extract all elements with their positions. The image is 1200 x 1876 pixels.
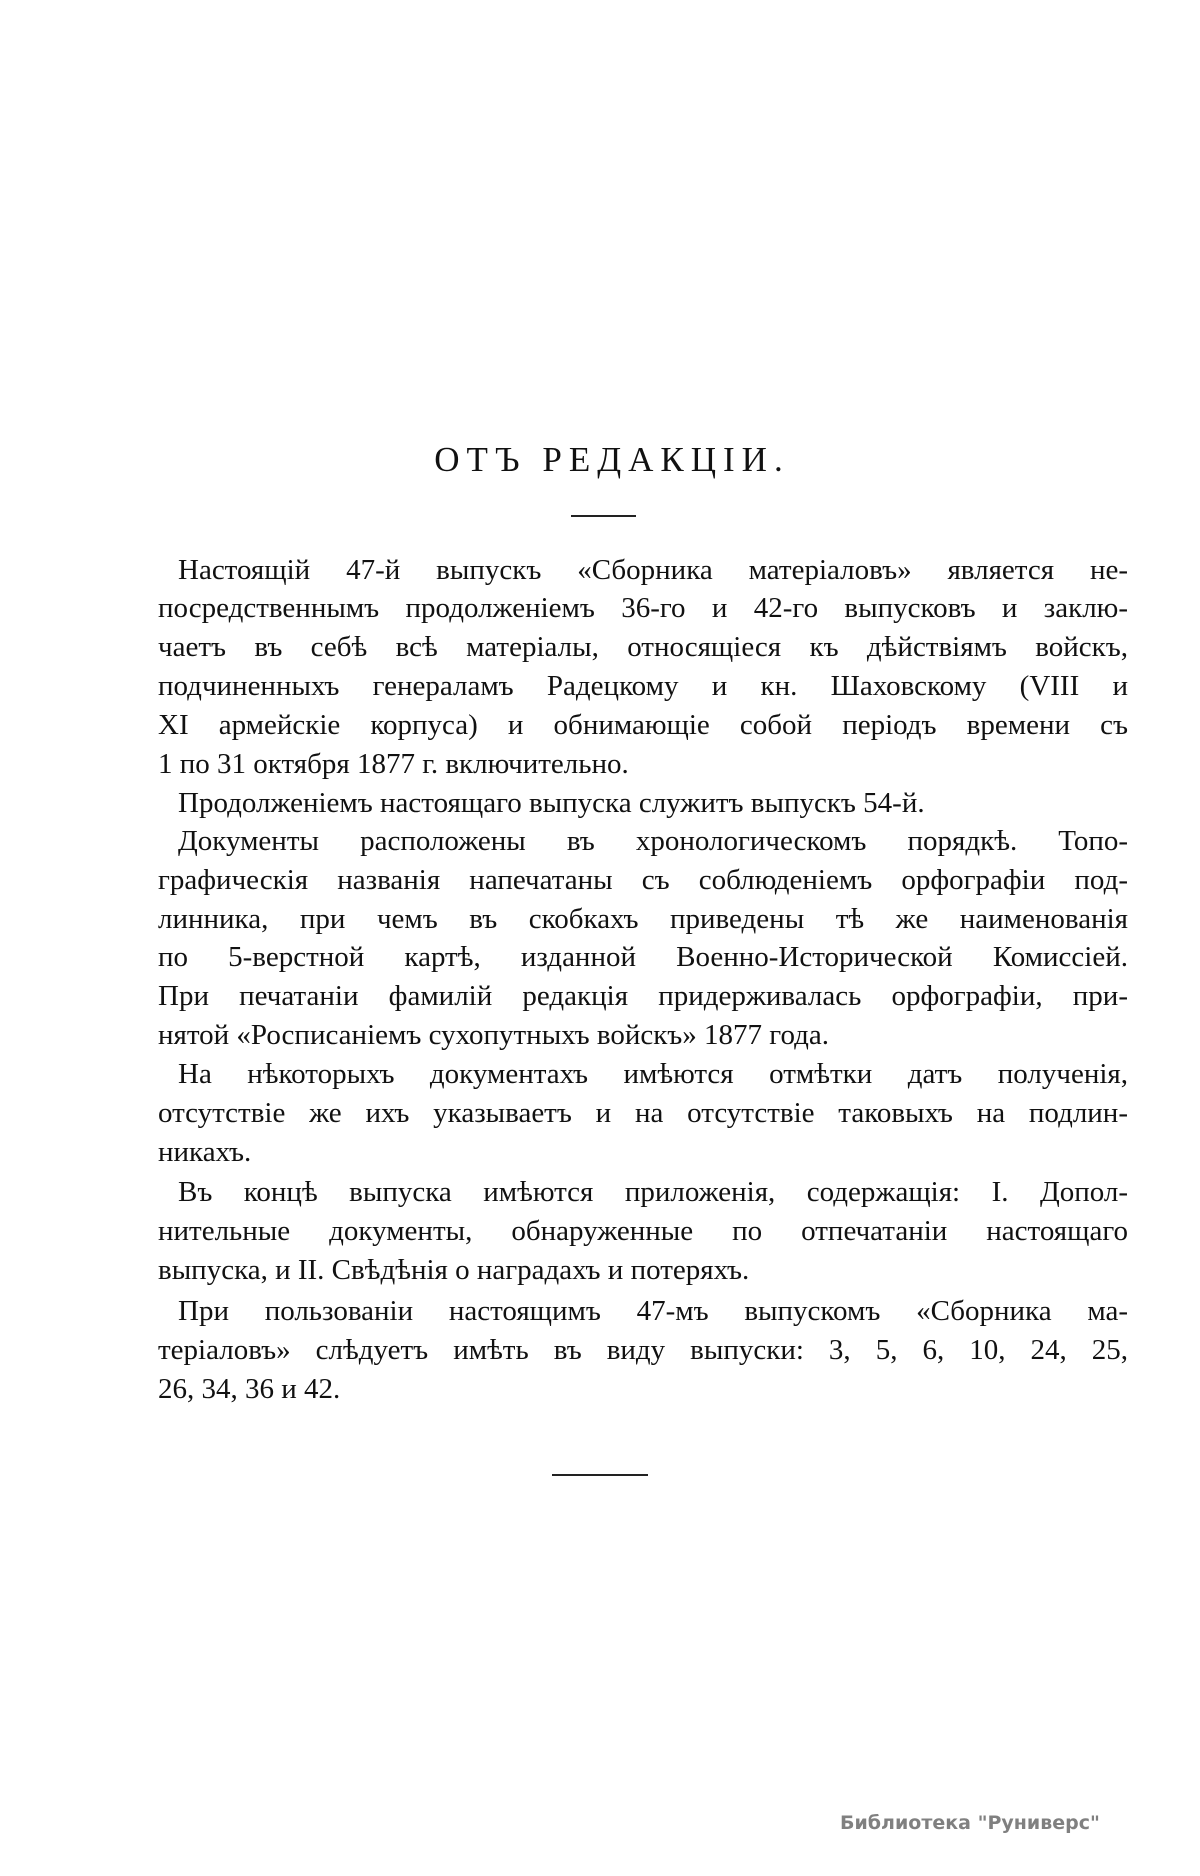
text-line: линника, при чемъ въ скобкахъ приведены тѣ же наименованія: [158, 903, 1128, 935]
text-line: графическія названія напечатаны съ соблюденіемъ орфографіи под-: [158, 864, 1128, 896]
text-line: При печатаніи фамилій редакція придерживалась орфографіи, при-: [158, 980, 1128, 1012]
text-line: отсутствіе же ихъ указываетъ и на отсутствіе таковыхъ на подлин-: [158, 1097, 1128, 1129]
text-line: выпуска, и II. Свѣдѣнія о наградахъ и потеряхъ.: [158, 1254, 750, 1286]
text-line: 26, 34, 36 и 42.: [158, 1373, 341, 1405]
title-divider: [571, 515, 636, 517]
text-line: 1 по 31 октября 1877 г. включительно.: [158, 748, 629, 780]
text-line: На нѣкоторыхъ документахъ имѣются отмѣтки датъ полученія,: [178, 1058, 1128, 1090]
text-line: по 5-верстной картѣ, изданной Военно-Исторической Комиссіей.: [158, 941, 1128, 973]
page-title: ОТЪ РЕДАКЦІИ.: [434, 440, 790, 479]
text-line: Въ концѣ выпуска имѣются приложенія, содержащія: I. Допол-: [178, 1176, 1128, 1208]
text-line: чаетъ въ себѣ всѣ матеріалы, относящіеся къ дѣйствіямъ войскъ,: [158, 631, 1128, 663]
text-line: При пользованіи настоящимъ 47-мъ выпускомъ «Сборника ма-: [178, 1295, 1128, 1327]
text-line: Документы расположены въ хронологическомъ порядкѣ. Топо-: [178, 825, 1128, 857]
text-line: теріаловъ» слѣдуетъ имѣть въ виду выпуски: 3, 5, 6, 10, 24, 25,: [158, 1334, 1128, 1366]
text-line: Продолженіемъ настоящаго выпуска служитъ выпускъ 54-й.: [178, 787, 925, 819]
text-line: XI армейскіе корпуса) и обнимающіе собой періодъ времени съ: [158, 709, 1128, 741]
text-line: нительные документы, обнаруженные по отпечатаніи настоящаго: [158, 1215, 1128, 1247]
text-line: подчиненныхъ генераламъ Радецкому и кн. Шаховскому (VIII и: [158, 670, 1128, 702]
text-line: посредственнымъ продолженіемъ 36-го и 42-го выпусковъ и заклю-: [158, 592, 1128, 624]
text-line: Настоящій 47-й выпускъ «Сборника матеріаловъ» является не-: [178, 554, 1128, 586]
end-divider: [552, 1474, 648, 1476]
text-line: нятой «Росписаніемъ сухопутныхъ войскъ» 1877 года.: [158, 1019, 830, 1051]
text-line: никахъ.: [158, 1136, 252, 1168]
library-watermark: Библиотека "Руниверс": [840, 1812, 1100, 1834]
